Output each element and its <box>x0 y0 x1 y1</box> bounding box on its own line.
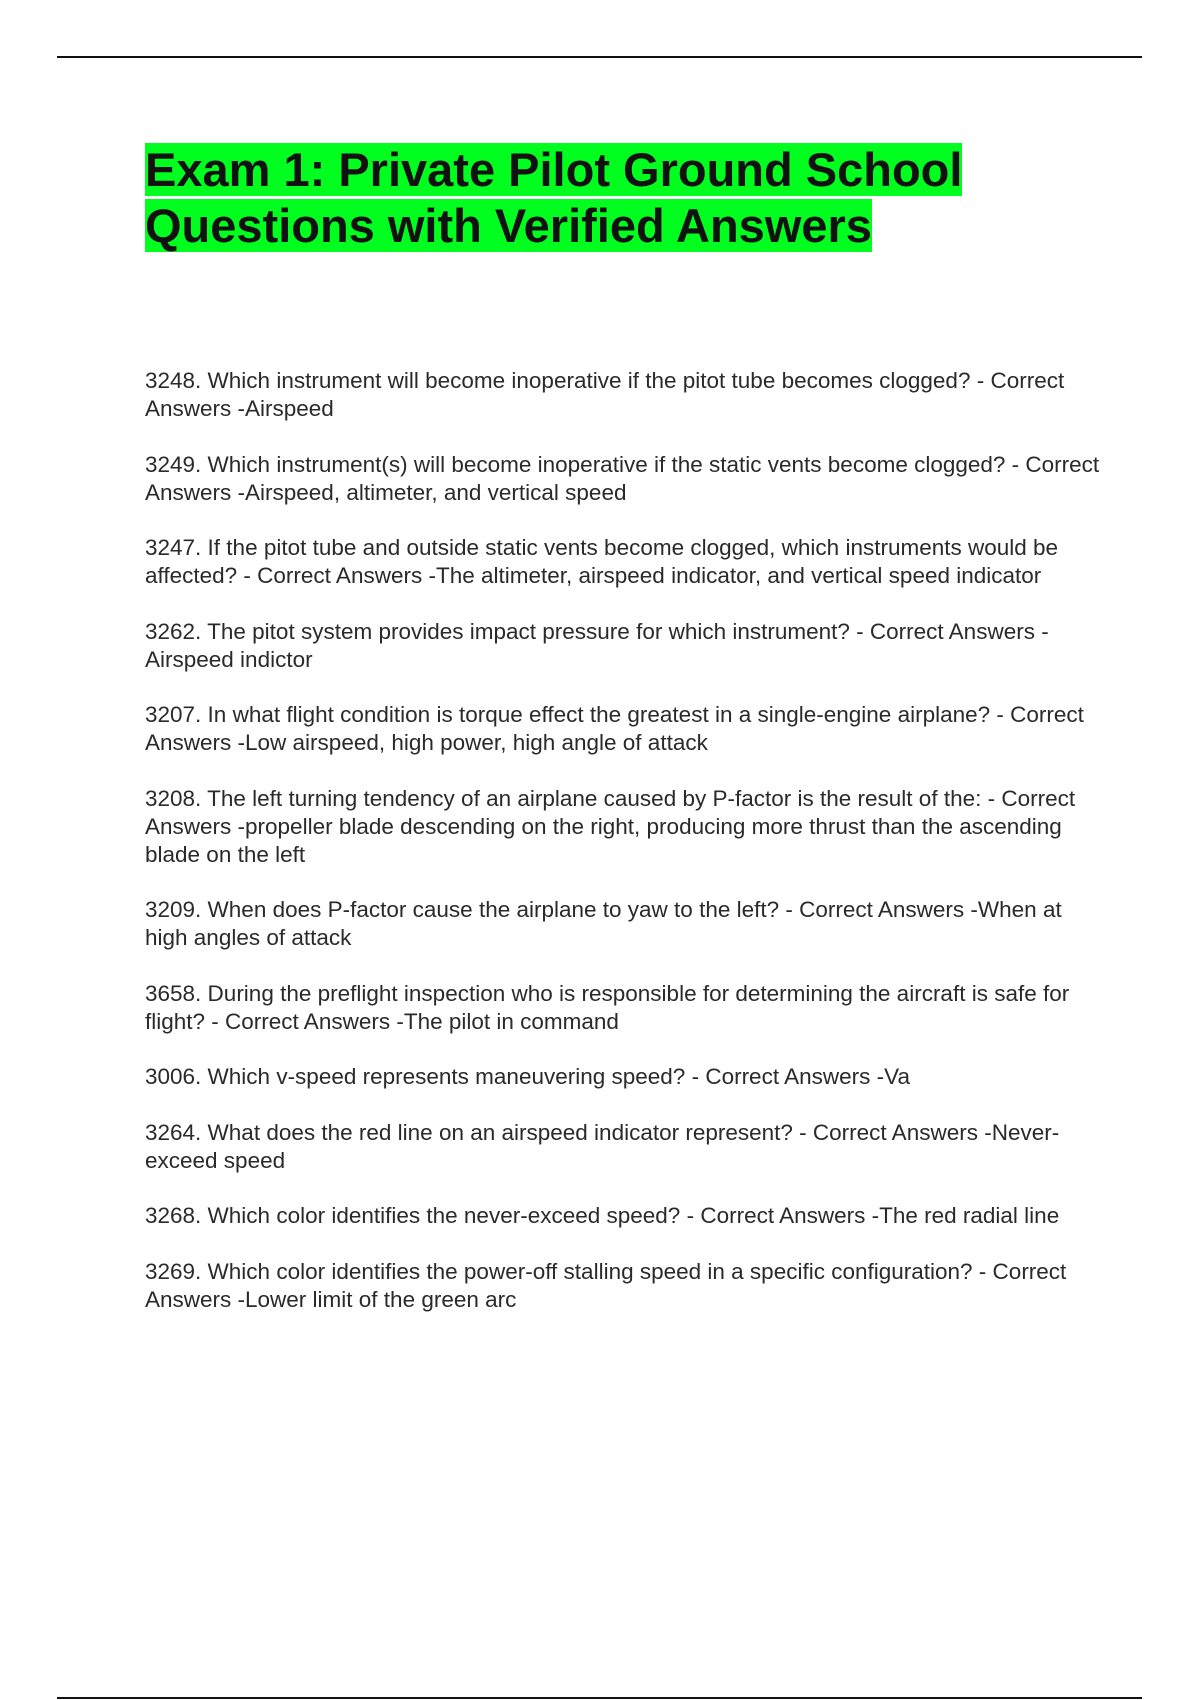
question-item-3248: 3248. Which instrument will become inoperative if the pitot tube becomes clogged? - Correct Answers -Airspeed <box>145 368 1065 421</box>
question-item-3264: 3264. What does the red line on an airspeed indicator represent? - Correct Answers -Never-exceed speed <box>145 1119 1060 1173</box>
question-list <box>145 367 1100 1341</box>
document-title-highlight: Exam 1: Private Pilot Ground School Questions with Verified Answers <box>145 143 963 252</box>
question-item-3207: 3207. In what flight condition is torque effect the greatest in a single-engine airplane? - Correct Answers -Low airspeed, high power, high angle of attack <box>145 702 1084 755</box>
question-item-3209: 3209. When does P-factor cause the airplane to yaw to the left? - Correct Answers -When at high angles of attack <box>145 897 1062 950</box>
question-item-3268: 3268. Which color identifies the never-exceed speed? - Correct Answers -The red radial line <box>145 1203 1060 1228</box>
question-item-3208: 3208. The left turning tendency of an airplane caused by P-factor is the result of the: - Correct Answers -propeller blade descending on the right, producing more thrust than the ascending blade on the left <box>145 785 1076 867</box>
bottom-divider <box>57 1697 1142 1699</box>
document-title <box>145 142 1095 254</box>
question-item-3658: 3658. During the preflight inspection who is responsible for determining the aircraft is safe for flight? - Correct Answers -The pilot in command <box>145 980 1070 1034</box>
top-divider <box>57 56 1142 58</box>
question-item-3249: 3249. Which instrument(s) will become inoperative if the static vents become clogged? - Correct Answers -Airspeed, altimeter, and vertical speed <box>145 451 1100 505</box>
question-item-3006: 3006. Which v-speed represents maneuvering speed? - Correct Answers -Va <box>145 1064 910 1089</box>
question-item-3247: 3247. If the pitot tube and outside static vents become clogged, which instruments would be affected? - Correct Answers -The altimeter, airspeed indicator, and vertical speed indicator <box>145 535 1059 588</box>
question-item-3262: 3262. The pitot system provides impact pressure for which instrument? - Correct Answers -Airspeed indictor <box>145 618 1049 672</box>
question-item-3269: 3269. Which color identifies the power-off stalling speed in a specific configuration? - Correct Answers -Lower limit of the green arc <box>145 1258 1067 1312</box>
